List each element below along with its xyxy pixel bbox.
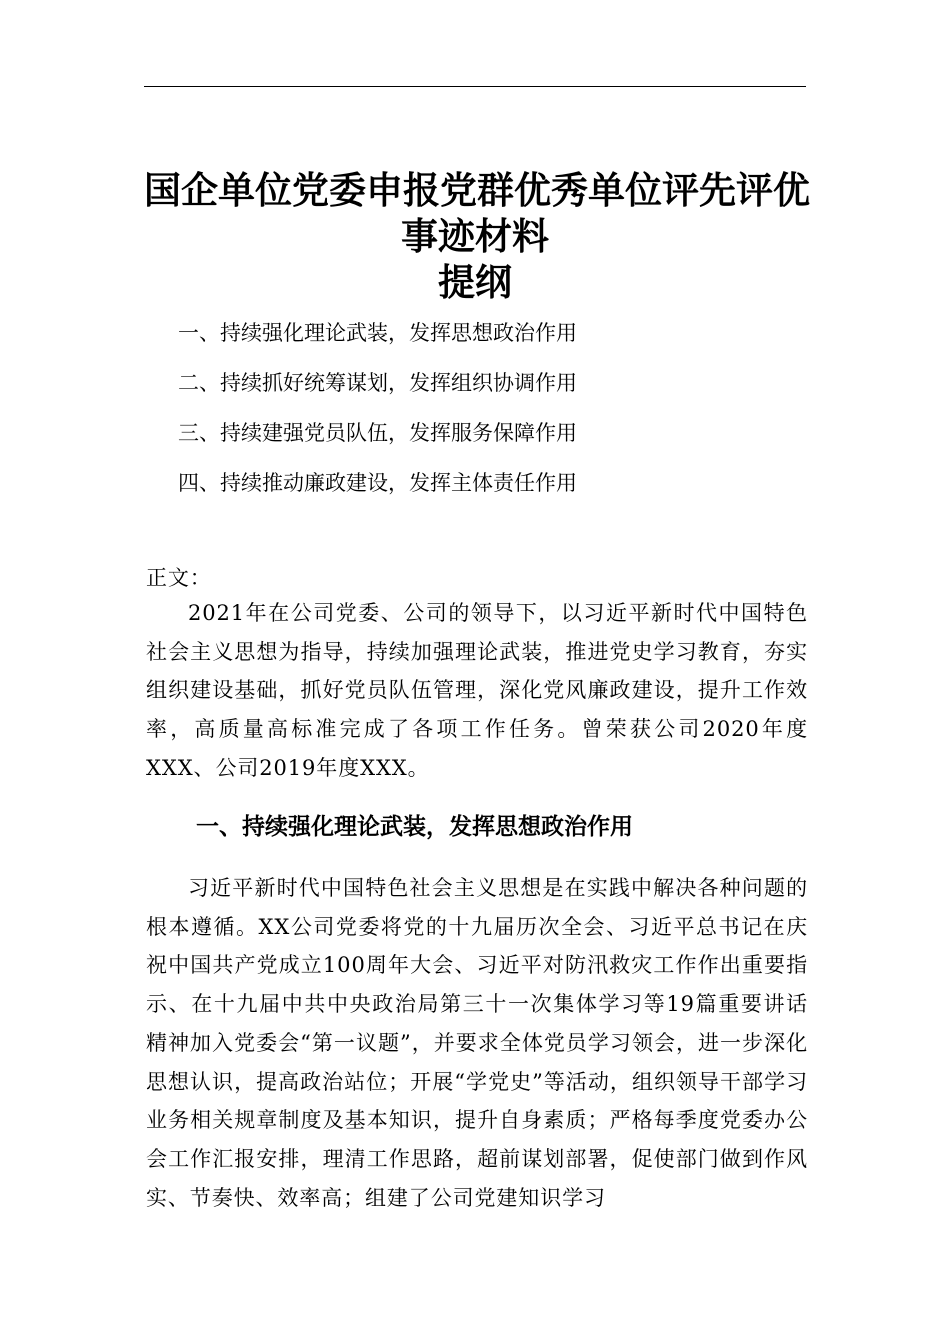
outline-item-2: 二、持续抓好统筹谋划，发挥组织协调作用	[178, 371, 577, 395]
body-label: 正文：	[146, 566, 212, 590]
document-title-line-3: 提纲	[438, 261, 512, 304]
outline-item-3: 三、持续建强党员队伍，发挥服务保障作用	[178, 421, 577, 445]
section-1-paragraph: 习近平新时代中国特色社会主义思想是在实践中解决各种问题的根本遵循。XX公司党委将党的十九届历次全会、习近平总书记在庆祝中国共产党成立100周年大会、习近平对防汛救灾工作作出重要指示、在十九届中共中央政治局第三十一次集体学习等19篇重要讲话精神加入党委会“第一议题”，并要求全体党员学习领会，进一步深化思想认识，提高政治站位；开展“学党史”等活动，组织领导干部学习业务相关规章制度及基本知识，提升自身素质；严格每季度党委办公会工作汇报安排，理清工作思路，超前谋划部署，促使部门做到作风实、节奏快、效率高；组建了公司党建知识学习	[146, 876, 808, 1210]
header-rule	[144, 86, 806, 87]
document-title-line-1: 国企单位党委申报党群优秀单位评先评优	[144, 169, 810, 212]
document-title-line-2: 事迹材料	[401, 215, 549, 258]
section-1-heading: 一、持续强化理论武装，发挥思想政治作用	[196, 814, 633, 840]
outline-item-1: 一、持续强化理论武装，发挥思想政治作用	[178, 321, 577, 345]
outline-item-4: 四、持续推动廉政建设，发挥主体责任作用	[178, 471, 577, 495]
outline-list	[178, 316, 577, 516]
intro-paragraph: 2021年在公司党委、公司的领导下，以习近平新时代中国特色社会主义思想为指导，持续加强理论武装，推进党史学习教育，夯实组织建设基础，抓好党员队伍管理，深化党风廉政建设，提升工作效率，高质量高标准完成了各项工作任务。曾荣获公司2020年度XXX、公司2019年度XXX。	[146, 601, 808, 780]
